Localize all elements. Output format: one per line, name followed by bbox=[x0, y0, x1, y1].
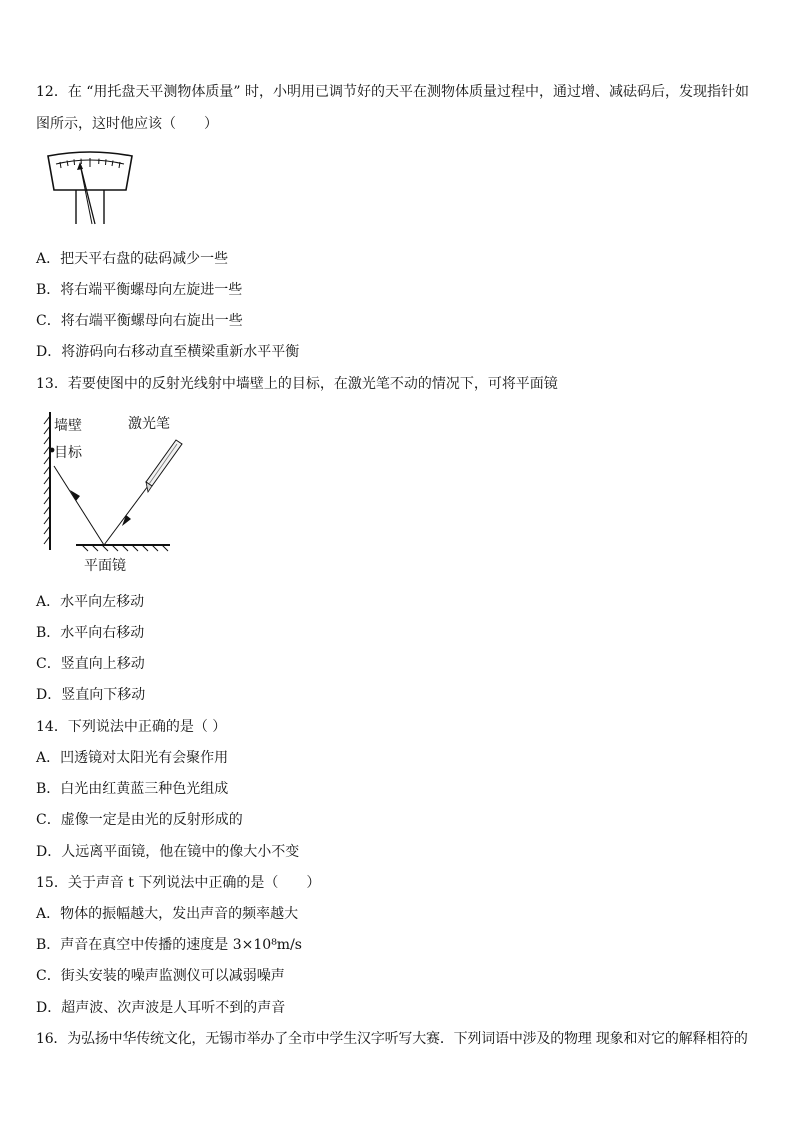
q15-option-d: D．超声波、次声波是人耳听不到的声音 bbox=[36, 1000, 286, 1016]
q13-option-b: B．水平向右移动 bbox=[36, 625, 145, 641]
q13-option-a: A．水平向左移动 bbox=[36, 594, 145, 610]
q12-option-a: A．把天平右盘的砝码减少一些 bbox=[36, 251, 229, 267]
q15-stem: 15．关于声音 t 下列说法中正确的是（ ） bbox=[36, 875, 321, 891]
q14-option-a: A．凹透镜对太阳光有会聚作用 bbox=[36, 750, 229, 766]
incident-arrow bbox=[122, 515, 131, 526]
pointer-needle-edge bbox=[80, 164, 92, 224]
mirror-label: 平面镜 bbox=[84, 558, 126, 574]
scale-frame bbox=[48, 152, 132, 190]
q14-option-b: B．白光由红黄蓝三种色光组成 bbox=[36, 781, 229, 797]
scale-ticks bbox=[60, 158, 120, 168]
target-label: 目标 bbox=[54, 445, 82, 461]
q14-stem: 14．下列说法中正确的是（ ） bbox=[36, 719, 227, 735]
q12-stem-line1: 12．在 “用托盘天平测物体质量” 时，小明用已调节好的天平在测物体质量过程中，通过增、减砝码后，发现指针如 bbox=[36, 84, 750, 100]
q14-option-d: D．人远离平面镜，他在镜中的像大小不变 bbox=[36, 844, 300, 860]
laser-label: 激光笔 bbox=[128, 416, 170, 432]
reflected-ray bbox=[54, 466, 104, 545]
q15-option-c: C．街头安装的噪声监测仪可以减弱噪声 bbox=[36, 968, 285, 984]
q13-option-d: D．竖直向下移动 bbox=[36, 687, 146, 703]
q12-stem-line2: 图所示，这时他应该（ ） bbox=[36, 116, 218, 132]
q15-option-a: A．物体的振幅越大，发出声音的频率越大 bbox=[36, 906, 299, 922]
pointer-tip bbox=[77, 162, 83, 170]
q12-option-d: D．将游码向右移动直至横梁重新水平平衡 bbox=[36, 344, 300, 360]
q15-option-b: B．声音在真空中传播的速度是 3×10⁸m/s bbox=[36, 937, 302, 953]
balance-pointer-figure bbox=[40, 146, 140, 226]
mirror-reflection-figure bbox=[36, 408, 196, 578]
wall-label: 墙壁 bbox=[54, 418, 82, 434]
mirror-reflection-svg bbox=[36, 408, 196, 578]
q13-option-c: C．竖直向上移动 bbox=[36, 656, 145, 672]
q13-stem: 13．若要使图中的反射光线射中墙壁上的目标，在激光笔不动的情况下，可将平面镜 bbox=[36, 376, 558, 392]
balance-pointer-svg bbox=[40, 146, 140, 226]
q14-option-c: C．虚像一定是由光的反射形成的 bbox=[36, 812, 243, 828]
q16-stem: 16．为弘扬中华传统文化，无锡市举办了全市中学生汉字听写大赛．下列词语中涉及的物理 现象和对它的解释相符的 bbox=[36, 1031, 748, 1047]
q12-option-b: B．将右端平衡螺母向左旋进一些 bbox=[36, 282, 243, 298]
q12-option-c: C．将右端平衡螺母向右旋出一些 bbox=[36, 313, 243, 329]
laser-pen bbox=[146, 440, 182, 492]
